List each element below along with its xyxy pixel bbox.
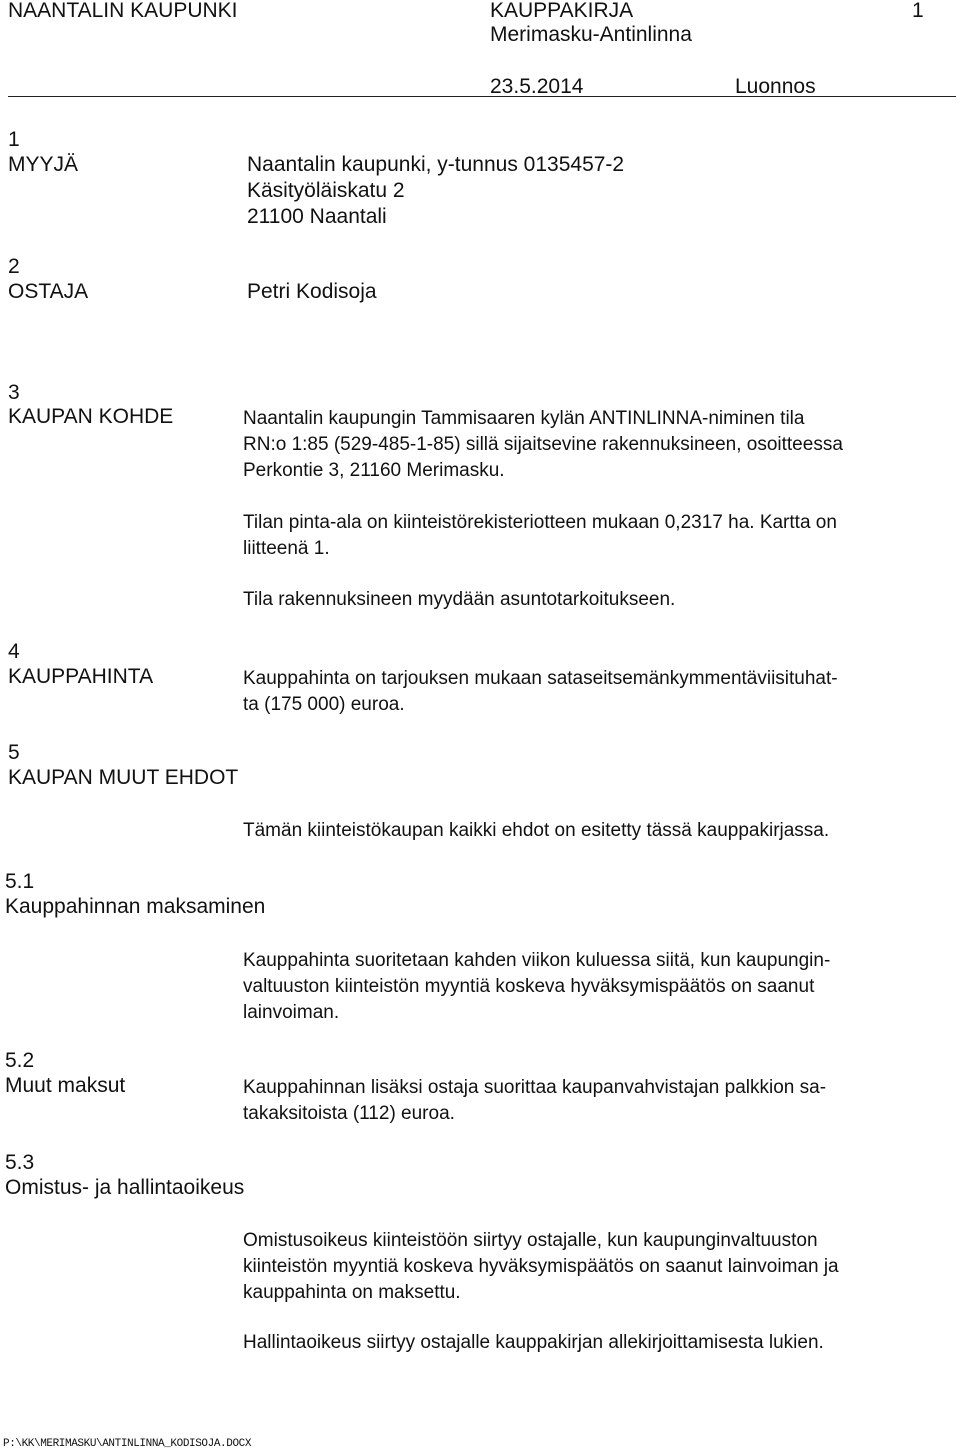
header-divider bbox=[8, 96, 956, 97]
possession-paragraph bbox=[243, 1330, 955, 1356]
text-line: kauppahinta on maksettu. bbox=[243, 1282, 461, 1303]
text-line: Tämän kiinteistökaupan kaikki ehdot on esitetty tässä kauppakirjassa. bbox=[243, 820, 830, 841]
buyer-name: Petri Kodisoja bbox=[247, 280, 377, 303]
seller-line: 21100 Naantali bbox=[247, 205, 387, 228]
section-number: 3 bbox=[8, 381, 20, 404]
section-title-buyer: OSTAJA bbox=[8, 280, 89, 303]
text-line: RN:o 1:85 (529-485-1-85) sillä sijaitsevine rakennuksineen, osoitteessa bbox=[243, 434, 843, 455]
seller-details bbox=[247, 152, 624, 230]
document-type: KAUPPAKIRJA bbox=[490, 0, 634, 22]
subsection-number: 5.3 bbox=[5, 1151, 35, 1174]
seller-line: Käsityöläiskatu 2 bbox=[247, 179, 405, 202]
other-terms-paragraph bbox=[243, 818, 955, 844]
text-line: Tilan pinta-ala on kiinteistörekisteriotteen mukaan 0,2317 ha. Kartta on bbox=[243, 512, 837, 533]
text-line: Perkontie 3, 21160 Merimasku. bbox=[243, 460, 505, 481]
property-location: Merimasku-Antinlinna bbox=[490, 23, 692, 46]
text-line: Omistusoikeus kiinteistöön siirtyy ostajalle, kun kaupunginvaltuuston bbox=[243, 1230, 818, 1251]
city-name: NAANTALIN KAUPUNKI bbox=[8, 0, 238, 22]
text-line: takaksitoista (112) euroa. bbox=[243, 1103, 455, 1124]
purpose-paragraph bbox=[243, 587, 955, 613]
ownership-paragraph bbox=[243, 1228, 955, 1306]
text-line: Kauppahinta on tarjouksen mukaan sataseitsemänkymmentäviisituhat- bbox=[243, 668, 838, 689]
fees-paragraph bbox=[243, 1075, 955, 1127]
text-line: Kauppahinnan lisäksi ostaja suorittaa kaupanvahvistajan palkkion sa- bbox=[243, 1077, 827, 1098]
subsection-number: 5.2 bbox=[5, 1049, 35, 1072]
text-line: kiinteistön myyntiä koskeva hyväksymispäätös on saanut lainvoiman ja bbox=[243, 1256, 839, 1277]
section-number: 5 bbox=[8, 741, 20, 764]
subsection-title-ownership: Omistus- ja hallintaoikeus bbox=[5, 1176, 245, 1199]
page-number: 1 bbox=[912, 0, 924, 22]
section-number: 1 bbox=[8, 128, 20, 151]
subsection-title-payment: Kauppahinnan maksaminen bbox=[5, 895, 266, 918]
text-line: Kauppahinta suoritetaan kahden viikon kuluessa siitä, kun kaupungin- bbox=[243, 950, 831, 971]
document-status: Luonnos bbox=[735, 75, 816, 98]
area-paragraph bbox=[243, 510, 955, 562]
document-date: 23.5.2014 bbox=[490, 75, 584, 98]
seller-line: Naantalin kaupunki, y-tunnus 0135457-2 bbox=[247, 153, 625, 176]
section-title-subject: KAUPAN KOHDE bbox=[8, 405, 174, 428]
section-title-price: KAUPPAHINTA bbox=[8, 665, 154, 688]
section-title-seller: MYYJÄ bbox=[8, 153, 79, 176]
price-paragraph bbox=[243, 666, 955, 718]
section-number: 2 bbox=[8, 255, 20, 278]
text-line: Hallintaoikeus siirtyy ostajalle kauppakirjan allekirjoittamisesta lukien. bbox=[243, 1332, 824, 1353]
file-path-footer: P:\KK\MERIMASKU\ANTINLINNA_KODISOJA.DOCX bbox=[3, 1438, 252, 1450]
section-title-other-terms: KAUPAN MUUT EHDOT bbox=[8, 766, 239, 789]
subject-description bbox=[243, 406, 955, 484]
subsection-number: 5.1 bbox=[5, 870, 35, 893]
text-line: ta (175 000) euroa. bbox=[243, 694, 405, 715]
text-line: Naantalin kaupungin Tammisaaren kylän ANTINLINNA-niminen tila bbox=[243, 408, 805, 429]
section-number: 4 bbox=[8, 640, 20, 663]
payment-paragraph bbox=[243, 948, 955, 1026]
text-line: liitteenä 1. bbox=[243, 538, 330, 559]
text-line: lainvoiman. bbox=[243, 1002, 340, 1023]
text-line: Tila rakennuksineen myydään asuntotarkoitukseen. bbox=[243, 589, 676, 610]
text-line: valtuuston kiinteistön myyntiä koskeva hyväksymispäätös on saanut bbox=[243, 976, 815, 997]
subsection-title-other-fees: Muut maksut bbox=[5, 1074, 126, 1097]
